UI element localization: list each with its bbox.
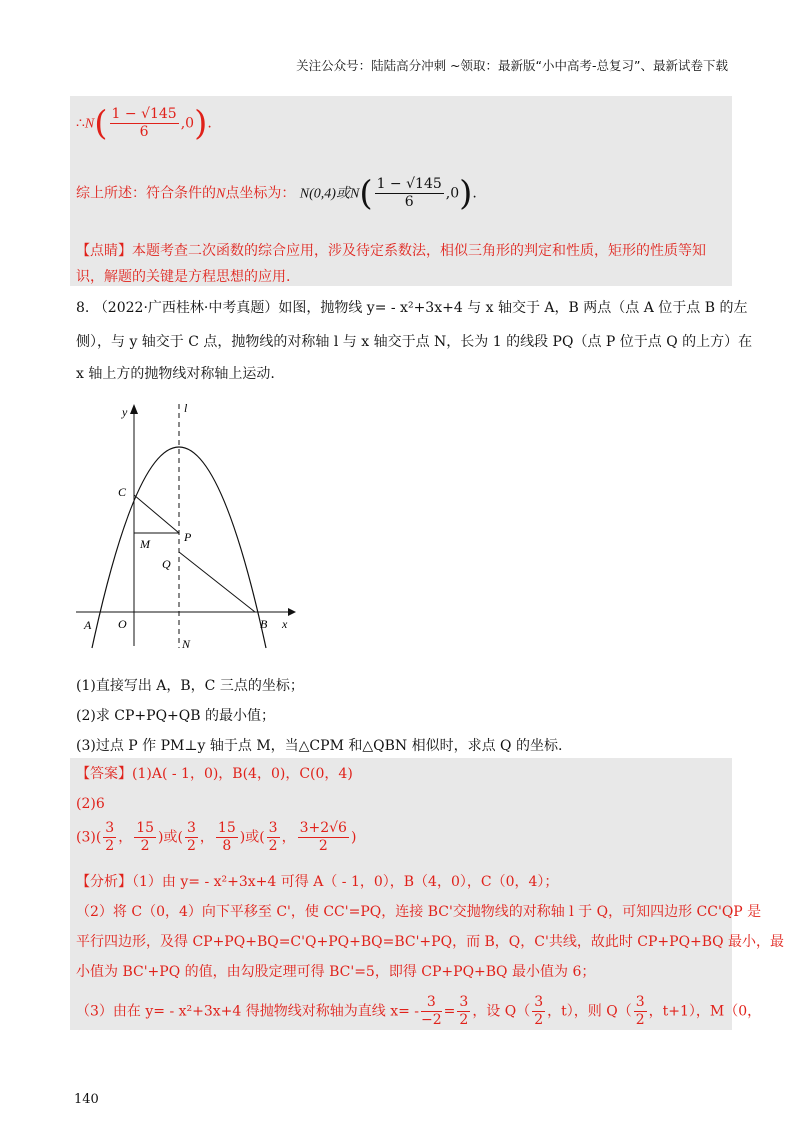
answer-2: (2)6 [76, 796, 105, 812]
question-1: (1)直接写出 A，B，C 三点的坐标； [76, 678, 304, 694]
page-header: 关注公众号：陆陆高分冲刺 ~领取：最新版“小中高考-总复习”、最新试卷下载 [296, 58, 728, 73]
problem-line-2: 侧），与 y 轴交于 C 点，抛物线的对称轴 l 与 x 轴交于点 N，长为 1 的线段 PQ（点 P 位于点 Q 的上方）在 [76, 334, 753, 350]
point-C-label: C [118, 485, 127, 499]
analysis-2b: 平行四边形，及得 CP+PQ+BQ=C'Q+PQ+BQ=BC'+PQ，而 B，Q，C'共线，故此时 CP+PQ+BQ 最小，最 [76, 934, 784, 950]
point-O-label: O [118, 617, 127, 631]
prev-summary: 综上所述：符合条件的N点坐标为： N(0,4)或N( $\frac{1 - √145}{6}$ ,0). [76, 173, 477, 214]
prev-N-result: ∴N( $\frac{1 - √145}{6}$ ,0). [76, 103, 212, 144]
point-A-label: A [84, 618, 92, 632]
analysis-2c: 小值为 BC'+PQ 的值，由勾股定理可得 BC'=5，即得 CP+PQ+BQ 最小值为 6； [76, 964, 596, 980]
parabola-figure [74, 396, 304, 656]
analysis-1: 【分析】（1）由 y= - x²+3x+4 可得 A（ - 1，0），B（4，0），C（0，4）； [76, 874, 559, 890]
point-B-label: B [260, 617, 268, 631]
question-3: (3)过点 P 作 PM⊥y 轴于点 M，当△CPM 和△QBN 相似时，求点 Q 的坐标. [76, 738, 563, 754]
problem-line-1: 8. （2022·广西桂林·中考真题）如图，抛物线 y= - x²+3x+4 与 x 轴交于 A，B 两点（点 A 位于点 B 的左 [76, 300, 748, 316]
point-P-label: P [184, 530, 192, 544]
analysis-2a: （2）将 C（0，4）向下平移至 C'，使 CC'=PQ，连接 BC'交抛物线的对称轴 l 于 Q，可知四边形 CC'QP 是 [76, 904, 762, 920]
answer-box [70, 758, 732, 1030]
page-number: 140 [74, 1092, 99, 1107]
l-label: l [184, 401, 188, 415]
answer-1: 【答案】(1)A( - 1，0)，B(4，0)，C(0，4) [76, 766, 353, 782]
analysis-3: （3）由在 y= - x²+3x+4 得抛物线对称轴为直线 x= - $\frac{3}{-2}$ = $\frac{3}{2}$ ，设 Q（ $\frac{3}{2}$ ，t），则 Q（ $\frac{3}{2}$ ，t+1），M（0， [76, 994, 762, 1028]
x-axis-label: x [282, 617, 288, 631]
prev-comment: 【点睛】本题考查二次函数的综合应用，涉及待定系数法，相似三角形的判定和性质，矩形的性质等知识，解题的关键是方程思想的应用. [76, 243, 706, 285]
point-M-label: M [140, 537, 150, 551]
y-axis-label: y [122, 405, 128, 419]
problem-line-3: x 轴上方的抛物线对称轴上运动. [76, 366, 275, 382]
question-2: (2)求 CP+PQ+QB 的最小值； [76, 708, 275, 724]
point-N-label: N [182, 637, 191, 651]
point-Q-label: Q [162, 557, 171, 571]
answer-3: (3)( $\frac{3}{2}$ ， $\frac{15}{2}$ )或( $\frac{3}{2}$ ， $\frac{15}{8}$ )或( $\frac{3}{2}$ ， $\frac{3+2√6}{2}$ ) [76, 820, 357, 854]
